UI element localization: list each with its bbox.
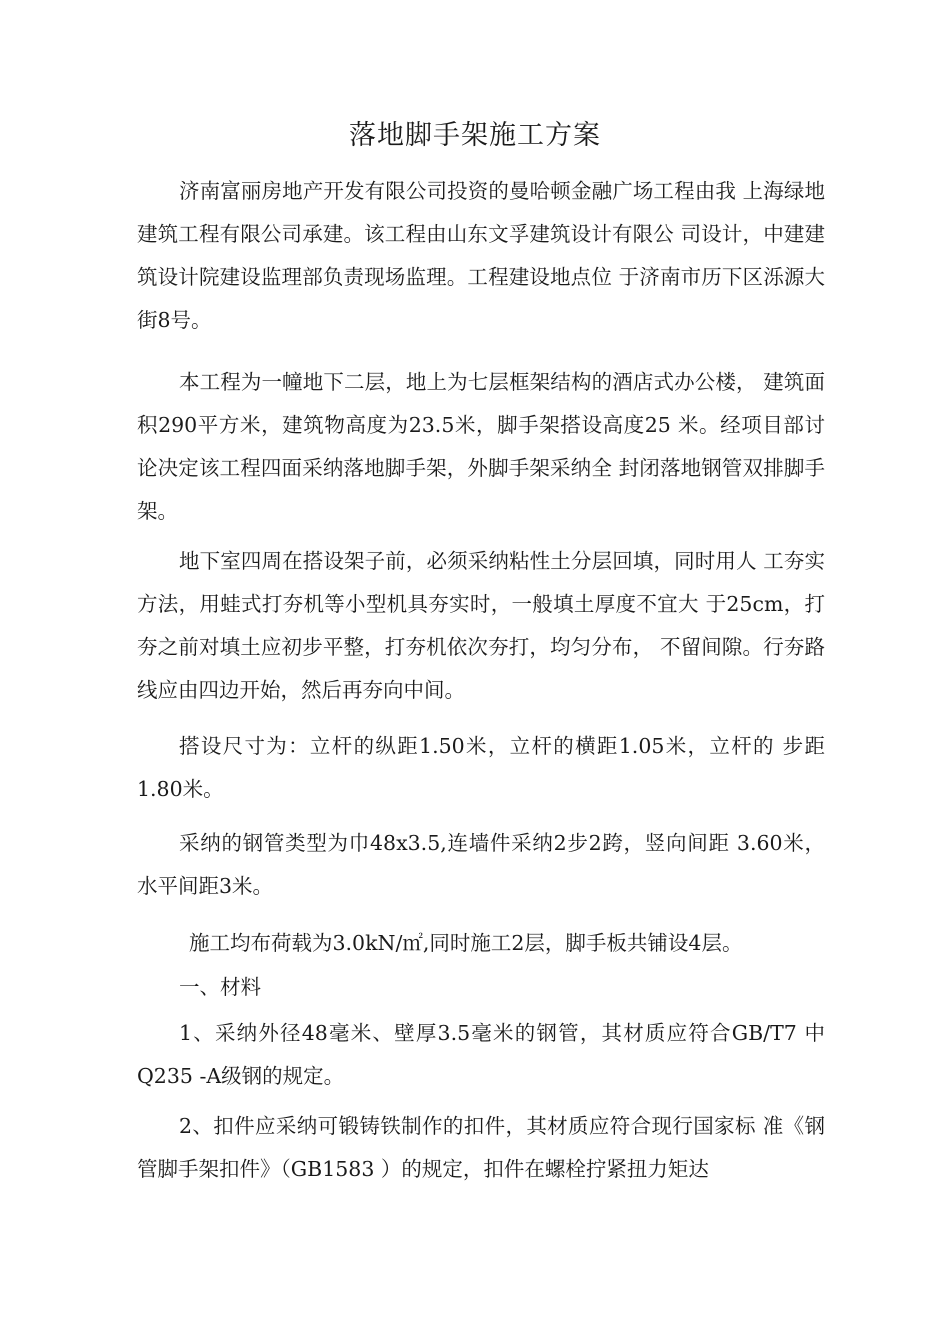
document-title: 落地脚手架施工方案 — [349, 120, 601, 151]
paragraph-project-overview: 济南富丽房地产开发有限公司投资的曼哈顿金融广场工程由我 上海绿地建筑工程有限公司承建。该工程由山东文孚建筑设计有限公 司设计，中建建筑设计院建设监理部负责现场监理。工程建设地点位 于济南市历下区泺源大街8号。 — [137, 179, 825, 332]
section-heading-materials: 一、材料 — [179, 975, 261, 999]
paragraph-building-description: 本工程为一幢地下二层，地上为七层框架结构的酒店式办公楼， 建筑面积290平方米，建筑物高度为23.5米，脚手架搭设高度25 米。经项目部讨论决定该工程四面采纳落地脚手架，外脚手架采纳全 封闭落地钢管双排脚手架。 — [137, 370, 825, 523]
paragraph-backfill-method: 地下室四周在搭设架子前，必须采纳粘性土分层回填，同时用人 工夯实方法，用蛙式打夯机等小型机具夯实时，一般填土厚度不宜大 于25cm，打夯之前对填土应初步平整，打夯机依次夯打，均匀分布， 不留间隙。行夯路线应由四边开始，然后再夯向中间。 — [137, 549, 825, 702]
paragraph-construction-load: 施工均布荷载为3.0kN/㎡,同时施工2层，脚手板共铺设4层。 — [189, 931, 743, 955]
paragraph-material-fasteners: 2、扣件应采纳可锻铸铁制作的扣件，其材质应符合现行国家标 准《钢管脚手架扣件》（GB1583 ）的规定，扣件在螺栓拧紧扭力矩达 — [137, 1114, 825, 1181]
paragraph-material-steel-pipe: 1、采纳外径48毫米、壁厚3.5毫米的钢管，其材质应符合GB/T7 中Q235 -A级钢的规定。 — [137, 1021, 825, 1088]
paragraph-erection-dimensions: 搭设尺寸为：立杆的纵距1.50米，立杆的横距1.05米，立杆的 步距1.80米。 — [137, 734, 825, 801]
paragraph-steel-pipe-type: 采纳的钢管类型为巾48x3.5,连墙件采纳2步2跨，竖向间距 3.60米，水平间距3米。 — [137, 831, 825, 898]
